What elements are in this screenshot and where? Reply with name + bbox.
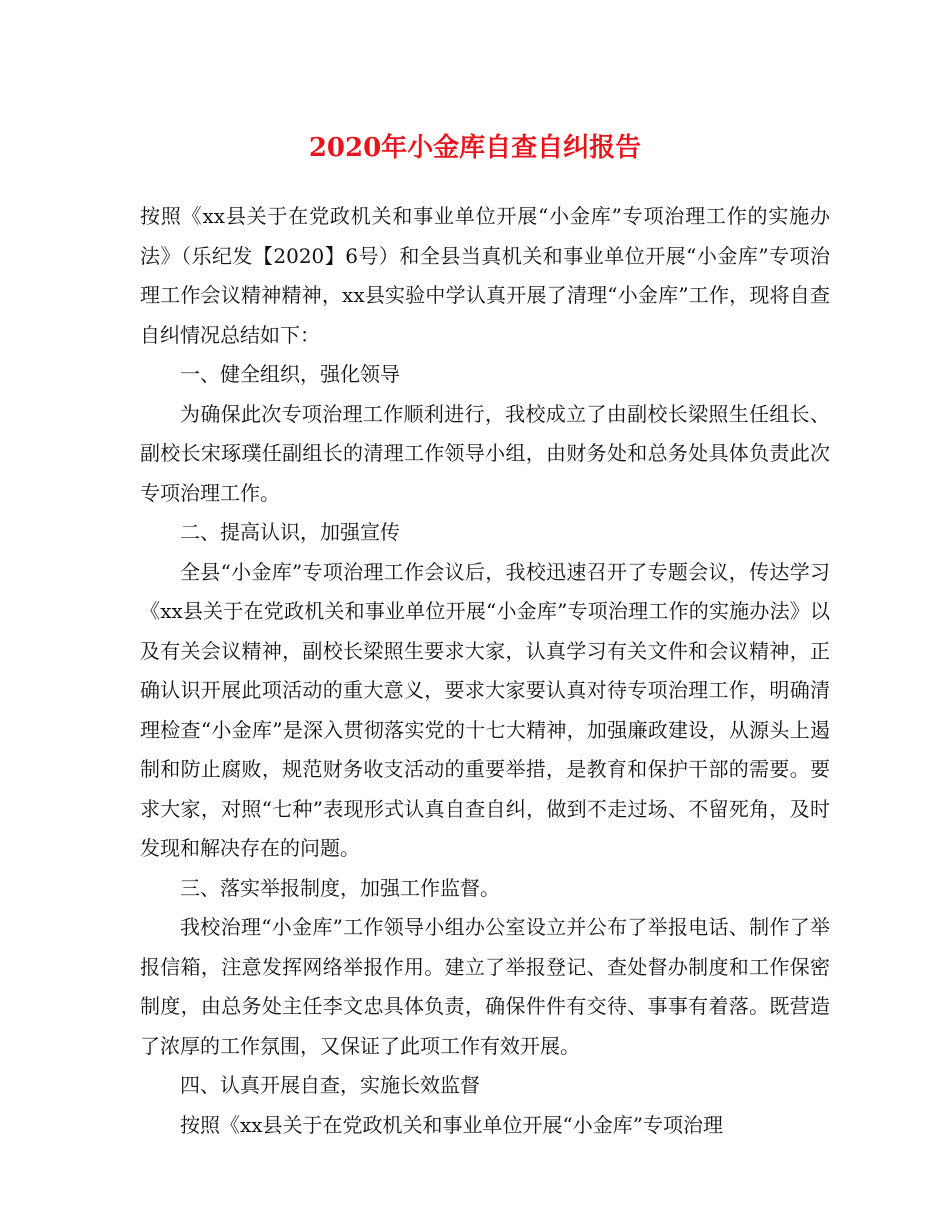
document-title: 2020年小金库自查自纠报告 (308, 133, 642, 163)
section-paragraph: 为确保此次专项治理工作顺利进行，我校成立了由副校长梁照生任组长、副校长宋琢璞任副组长的清理工作领导小组，由财务处和总务处具体负责此次专项治理工作。 (140, 401, 830, 505)
section-1 (140, 355, 830, 513)
section-4 (140, 1066, 830, 1145)
section-heading: 一、健全组织，强化领导 (180, 362, 400, 386)
document-body (140, 197, 830, 1145)
section-paragraph: 按照《xx县关于在党政机关和事业单位开展“小金库”专项治理 (180, 1112, 724, 1137)
section-heading: 四、认真开展自查，实施长效监督 (180, 1073, 480, 1097)
section-3 (140, 869, 830, 1067)
section-heading: 二、提高认识，加强宣传 (180, 520, 400, 544)
section-2 (140, 513, 830, 869)
section-paragraph: 我校治理“小金库”工作领导小组办公室设立并公布了举报电话、制作了举报信箱，注意发挥网络举报作用。建立了举报登记、查处督办制度和工作保密制度，由总务处主任李文忠具体负责，确保件件有交待、事事有着落。既营造了浓厚的工作氛围，又保证了此项工作有效开展。 (140, 915, 830, 1058)
section-heading: 三、落实举报制度，加强工作监督。 (180, 875, 500, 900)
section-paragraph: 全县“小金库”专项治理工作会议后，我校迅速召开了专题会议，传达学习《xx县关于在党政机关和事业单位开展“小金库”专项治理工作的实施办法》以及有关会议精神，副校长梁照生要求大家，认真学习有关文件和会议精神，正确认识开展此项活动的重大意义，要求大家要认真对待专项治理工作，明确清理检查“小金库”是深入贯彻落实党的十七大精神，加强廉政建设，从源头上遏制和防止腐败，规范财务收支活动的重要举措，是教育和保护干部的需要。要求大家，对照“七种”表现形式认真自查自纠，做到不走过场、不留死角，及时发现和解决存在的问题。 (140, 559, 830, 860)
intro-paragraph: 按照《xx县关于在党政机关和事业单位开展“小金库”专项治理工作的实施办法》（乐纪发【2020】6号）和全县当真机关和事业单位开展“小金库”专项治理工作会议精神精神，xx县实验中学认真开展了清理“小金库”工作，现将自查自纠情况总结如下： (140, 204, 830, 347)
